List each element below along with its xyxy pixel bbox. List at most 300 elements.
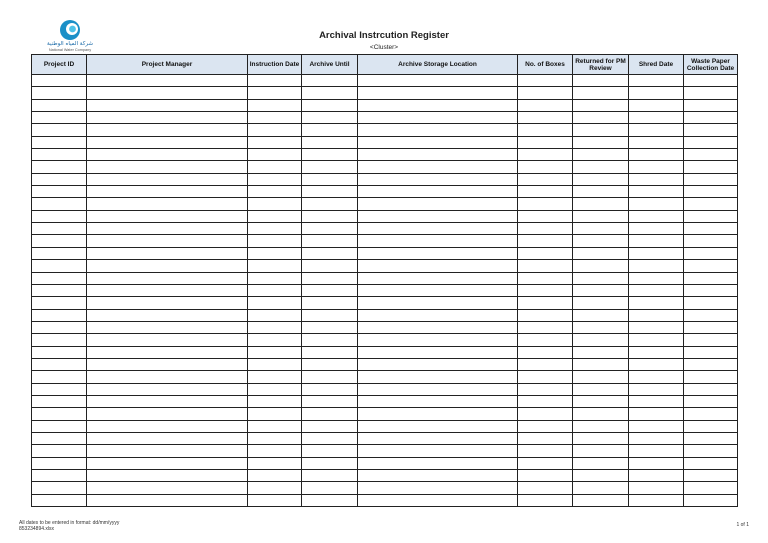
table-cell[interactable]: [518, 186, 573, 198]
table-cell[interactable]: [248, 161, 302, 173]
table-cell[interactable]: [518, 432, 573, 444]
table-cell[interactable]: [684, 284, 738, 296]
table-cell[interactable]: [518, 75, 573, 87]
table-cell[interactable]: [32, 198, 87, 210]
table-cell[interactable]: [248, 136, 302, 148]
table-cell[interactable]: [302, 408, 358, 420]
table-cell[interactable]: [684, 309, 738, 321]
table-cell[interactable]: [87, 297, 248, 309]
table-cell[interactable]: [629, 470, 684, 482]
table-cell[interactable]: [518, 482, 573, 494]
table-cell[interactable]: [358, 445, 518, 457]
table-cell[interactable]: [32, 210, 87, 222]
table-cell[interactable]: [248, 321, 302, 333]
table-cell[interactable]: [684, 445, 738, 457]
table-cell[interactable]: [358, 136, 518, 148]
table-cell[interactable]: [518, 210, 573, 222]
table-cell[interactable]: [248, 124, 302, 136]
table-cell[interactable]: [302, 334, 358, 346]
table-cell[interactable]: [573, 149, 629, 161]
table-cell[interactable]: [629, 297, 684, 309]
table-cell[interactable]: [684, 346, 738, 358]
table-cell[interactable]: [684, 149, 738, 161]
table-cell[interactable]: [518, 321, 573, 333]
table-cell[interactable]: [358, 309, 518, 321]
table-cell[interactable]: [518, 309, 573, 321]
table-cell[interactable]: [87, 358, 248, 370]
table-cell[interactable]: [518, 346, 573, 358]
table-cell[interactable]: [684, 247, 738, 259]
table-cell[interactable]: [87, 272, 248, 284]
table-cell[interactable]: [32, 112, 87, 124]
table-cell[interactable]: [684, 124, 738, 136]
table-cell[interactable]: [302, 395, 358, 407]
table-cell[interactable]: [32, 75, 87, 87]
table-cell[interactable]: [248, 223, 302, 235]
table-cell[interactable]: [32, 309, 87, 321]
table-cell[interactable]: [518, 235, 573, 247]
table-cell[interactable]: [629, 309, 684, 321]
table-cell[interactable]: [684, 210, 738, 222]
table-cell[interactable]: [573, 395, 629, 407]
table-cell[interactable]: [248, 235, 302, 247]
table-cell[interactable]: [573, 161, 629, 173]
table-cell[interactable]: [248, 482, 302, 494]
table-cell[interactable]: [87, 494, 248, 506]
table-cell[interactable]: [629, 198, 684, 210]
table-cell[interactable]: [302, 482, 358, 494]
table-cell[interactable]: [87, 420, 248, 432]
table-cell[interactable]: [358, 346, 518, 358]
table-cell[interactable]: [32, 161, 87, 173]
table-cell[interactable]: [302, 223, 358, 235]
table-cell[interactable]: [518, 284, 573, 296]
table-cell[interactable]: [573, 198, 629, 210]
table-cell[interactable]: [87, 210, 248, 222]
table-cell[interactable]: [518, 272, 573, 284]
table-cell[interactable]: [629, 284, 684, 296]
table-cell[interactable]: [358, 149, 518, 161]
table-cell[interactable]: [629, 124, 684, 136]
table-cell[interactable]: [518, 420, 573, 432]
table-cell[interactable]: [358, 223, 518, 235]
table-cell[interactable]: [358, 186, 518, 198]
table-cell[interactable]: [573, 383, 629, 395]
table-cell[interactable]: [518, 87, 573, 99]
table-cell[interactable]: [629, 420, 684, 432]
table-cell[interactable]: [358, 124, 518, 136]
table-cell[interactable]: [87, 161, 248, 173]
table-cell[interactable]: [358, 173, 518, 185]
table-cell[interactable]: [302, 420, 358, 432]
table-cell[interactable]: [573, 210, 629, 222]
table-cell[interactable]: [629, 173, 684, 185]
table-cell[interactable]: [518, 383, 573, 395]
table-cell[interactable]: [684, 223, 738, 235]
table-cell[interactable]: [358, 284, 518, 296]
table-cell[interactable]: [248, 99, 302, 111]
table-cell[interactable]: [248, 149, 302, 161]
table-cell[interactable]: [87, 247, 248, 259]
table-cell[interactable]: [573, 494, 629, 506]
table-cell[interactable]: [302, 75, 358, 87]
table-cell[interactable]: [248, 346, 302, 358]
table-cell[interactable]: [518, 149, 573, 161]
table-cell[interactable]: [629, 494, 684, 506]
table-cell[interactable]: [302, 470, 358, 482]
table-cell[interactable]: [358, 272, 518, 284]
table-cell[interactable]: [684, 186, 738, 198]
table-cell[interactable]: [248, 494, 302, 506]
table-cell[interactable]: [302, 198, 358, 210]
table-cell[interactable]: [684, 371, 738, 383]
table-cell[interactable]: [32, 87, 87, 99]
table-cell[interactable]: [573, 136, 629, 148]
table-cell[interactable]: [518, 457, 573, 469]
table-cell[interactable]: [87, 99, 248, 111]
table-cell[interactable]: [573, 124, 629, 136]
table-cell[interactable]: [358, 321, 518, 333]
table-cell[interactable]: [358, 457, 518, 469]
table-cell[interactable]: [302, 247, 358, 259]
table-cell[interactable]: [32, 149, 87, 161]
table-cell[interactable]: [87, 198, 248, 210]
table-cell[interactable]: [248, 408, 302, 420]
table-cell[interactable]: [32, 260, 87, 272]
table-cell[interactable]: [302, 346, 358, 358]
table-cell[interactable]: [32, 297, 87, 309]
table-cell[interactable]: [629, 371, 684, 383]
table-cell[interactable]: [302, 136, 358, 148]
table-cell[interactable]: [358, 297, 518, 309]
table-cell[interactable]: [248, 173, 302, 185]
table-cell[interactable]: [629, 186, 684, 198]
table-cell[interactable]: [248, 87, 302, 99]
table-cell[interactable]: [32, 346, 87, 358]
table-cell[interactable]: [248, 470, 302, 482]
table-cell[interactable]: [32, 395, 87, 407]
table-cell[interactable]: [684, 297, 738, 309]
table-cell[interactable]: [302, 358, 358, 370]
table-cell[interactable]: [248, 284, 302, 296]
table-cell[interactable]: [248, 395, 302, 407]
table-cell[interactable]: [32, 321, 87, 333]
table-cell[interactable]: [573, 223, 629, 235]
table-cell[interactable]: [302, 235, 358, 247]
table-cell[interactable]: [684, 470, 738, 482]
table-cell[interactable]: [302, 99, 358, 111]
table-cell[interactable]: [32, 358, 87, 370]
table-cell[interactable]: [302, 494, 358, 506]
table-cell[interactable]: [248, 112, 302, 124]
table-cell[interactable]: [248, 432, 302, 444]
table-cell[interactable]: [87, 75, 248, 87]
table-cell[interactable]: [358, 99, 518, 111]
table-cell[interactable]: [302, 445, 358, 457]
table-cell[interactable]: [32, 470, 87, 482]
table-cell[interactable]: [573, 334, 629, 346]
table-cell[interactable]: [358, 371, 518, 383]
table-cell[interactable]: [629, 75, 684, 87]
table-cell[interactable]: [518, 161, 573, 173]
table-cell[interactable]: [32, 284, 87, 296]
table-cell[interactable]: [302, 457, 358, 469]
table-cell[interactable]: [87, 284, 248, 296]
table-cell[interactable]: [684, 321, 738, 333]
table-cell[interactable]: [518, 408, 573, 420]
table-cell[interactable]: [302, 260, 358, 272]
table-cell[interactable]: [573, 87, 629, 99]
table-cell[interactable]: [87, 149, 248, 161]
table-cell[interactable]: [248, 383, 302, 395]
table-cell[interactable]: [518, 260, 573, 272]
table-cell[interactable]: [32, 223, 87, 235]
table-cell[interactable]: [87, 334, 248, 346]
table-cell[interactable]: [302, 371, 358, 383]
table-cell[interactable]: [302, 161, 358, 173]
table-cell[interactable]: [684, 334, 738, 346]
table-cell[interactable]: [684, 260, 738, 272]
table-cell[interactable]: [573, 186, 629, 198]
table-cell[interactable]: [358, 358, 518, 370]
table-cell[interactable]: [87, 432, 248, 444]
table-cell[interactable]: [32, 136, 87, 148]
table-cell[interactable]: [684, 173, 738, 185]
table-cell[interactable]: [248, 198, 302, 210]
table-cell[interactable]: [87, 482, 248, 494]
table-cell[interactable]: [629, 432, 684, 444]
table-cell[interactable]: [573, 284, 629, 296]
table-cell[interactable]: [518, 371, 573, 383]
table-cell[interactable]: [32, 383, 87, 395]
table-cell[interactable]: [358, 247, 518, 259]
table-cell[interactable]: [358, 408, 518, 420]
table-cell[interactable]: [684, 482, 738, 494]
table-cell[interactable]: [573, 445, 629, 457]
table-cell[interactable]: [302, 186, 358, 198]
table-cell[interactable]: [684, 395, 738, 407]
table-cell[interactable]: [629, 383, 684, 395]
table-cell[interactable]: [573, 173, 629, 185]
table-cell[interactable]: [248, 297, 302, 309]
table-cell[interactable]: [573, 272, 629, 284]
table-cell[interactable]: [684, 87, 738, 99]
table-cell[interactable]: [518, 223, 573, 235]
table-cell[interactable]: [248, 260, 302, 272]
table-cell[interactable]: [302, 284, 358, 296]
table-cell[interactable]: [573, 235, 629, 247]
table-cell[interactable]: [248, 358, 302, 370]
table-cell[interactable]: [629, 482, 684, 494]
table-cell[interactable]: [32, 445, 87, 457]
table-cell[interactable]: [248, 420, 302, 432]
table-cell[interactable]: [573, 420, 629, 432]
table-cell[interactable]: [629, 272, 684, 284]
table-cell[interactable]: [302, 112, 358, 124]
table-cell[interactable]: [248, 309, 302, 321]
table-cell[interactable]: [518, 198, 573, 210]
table-cell[interactable]: [629, 247, 684, 259]
table-cell[interactable]: [302, 432, 358, 444]
table-cell[interactable]: [518, 470, 573, 482]
table-cell[interactable]: [87, 395, 248, 407]
table-cell[interactable]: [358, 420, 518, 432]
table-cell[interactable]: [573, 297, 629, 309]
table-cell[interactable]: [248, 445, 302, 457]
table-cell[interactable]: [573, 247, 629, 259]
table-cell[interactable]: [358, 161, 518, 173]
table-cell[interactable]: [32, 272, 87, 284]
table-cell[interactable]: [518, 247, 573, 259]
table-cell[interactable]: [32, 457, 87, 469]
table-cell[interactable]: [518, 494, 573, 506]
table-cell[interactable]: [629, 87, 684, 99]
table-cell[interactable]: [358, 112, 518, 124]
table-cell[interactable]: [32, 408, 87, 420]
table-cell[interactable]: [302, 383, 358, 395]
table-cell[interactable]: [248, 371, 302, 383]
table-cell[interactable]: [573, 457, 629, 469]
table-cell[interactable]: [32, 371, 87, 383]
table-cell[interactable]: [629, 112, 684, 124]
table-cell[interactable]: [87, 371, 248, 383]
table-cell[interactable]: [573, 346, 629, 358]
table-cell[interactable]: [32, 247, 87, 259]
table-cell[interactable]: [248, 334, 302, 346]
table-cell[interactable]: [629, 346, 684, 358]
table-cell[interactable]: [684, 161, 738, 173]
table-cell[interactable]: [87, 346, 248, 358]
table-cell[interactable]: [684, 494, 738, 506]
table-cell[interactable]: [573, 309, 629, 321]
table-cell[interactable]: [684, 112, 738, 124]
table-cell[interactable]: [358, 383, 518, 395]
table-cell[interactable]: [358, 432, 518, 444]
table-cell[interactable]: [358, 494, 518, 506]
table-cell[interactable]: [302, 149, 358, 161]
table-cell[interactable]: [87, 136, 248, 148]
table-cell[interactable]: [518, 334, 573, 346]
table-cell[interactable]: [629, 334, 684, 346]
table-cell[interactable]: [87, 112, 248, 124]
table-cell[interactable]: [684, 408, 738, 420]
table-cell[interactable]: [518, 395, 573, 407]
table-cell[interactable]: [684, 235, 738, 247]
table-cell[interactable]: [32, 235, 87, 247]
table-cell[interactable]: [87, 124, 248, 136]
table-cell[interactable]: [302, 173, 358, 185]
table-cell[interactable]: [358, 334, 518, 346]
table-cell[interactable]: [87, 223, 248, 235]
table-cell[interactable]: [87, 235, 248, 247]
table-cell[interactable]: [518, 173, 573, 185]
table-cell[interactable]: [629, 408, 684, 420]
table-cell[interactable]: [32, 186, 87, 198]
table-cell[interactable]: [358, 210, 518, 222]
table-cell[interactable]: [358, 395, 518, 407]
table-cell[interactable]: [573, 112, 629, 124]
table-cell[interactable]: [302, 87, 358, 99]
table-cell[interactable]: [518, 99, 573, 111]
table-cell[interactable]: [87, 408, 248, 420]
table-cell[interactable]: [684, 420, 738, 432]
table-cell[interactable]: [302, 210, 358, 222]
table-cell[interactable]: [518, 136, 573, 148]
table-cell[interactable]: [302, 272, 358, 284]
table-cell[interactable]: [87, 173, 248, 185]
table-cell[interactable]: [358, 260, 518, 272]
table-cell[interactable]: [32, 124, 87, 136]
table-cell[interactable]: [518, 445, 573, 457]
table-cell[interactable]: [629, 99, 684, 111]
table-cell[interactable]: [87, 457, 248, 469]
table-cell[interactable]: [32, 173, 87, 185]
table-cell[interactable]: [629, 136, 684, 148]
table-cell[interactable]: [87, 309, 248, 321]
table-cell[interactable]: [684, 136, 738, 148]
table-cell[interactable]: [629, 235, 684, 247]
table-cell[interactable]: [358, 87, 518, 99]
table-cell[interactable]: [573, 358, 629, 370]
table-cell[interactable]: [629, 210, 684, 222]
table-cell[interactable]: [518, 124, 573, 136]
table-cell[interactable]: [684, 198, 738, 210]
table-cell[interactable]: [87, 321, 248, 333]
table-cell[interactable]: [87, 383, 248, 395]
table-cell[interactable]: [87, 186, 248, 198]
table-cell[interactable]: [248, 210, 302, 222]
table-cell[interactable]: [87, 470, 248, 482]
table-cell[interactable]: [248, 186, 302, 198]
table-cell[interactable]: [518, 112, 573, 124]
table-cell[interactable]: [358, 75, 518, 87]
table-cell[interactable]: [629, 161, 684, 173]
table-cell[interactable]: [573, 260, 629, 272]
table-cell[interactable]: [302, 124, 358, 136]
table-cell[interactable]: [32, 334, 87, 346]
table-cell[interactable]: [629, 395, 684, 407]
table-cell[interactable]: [629, 445, 684, 457]
table-cell[interactable]: [302, 321, 358, 333]
table-cell[interactable]: [32, 482, 87, 494]
table-cell[interactable]: [629, 358, 684, 370]
table-cell[interactable]: [629, 260, 684, 272]
table-cell[interactable]: [629, 321, 684, 333]
table-cell[interactable]: [573, 408, 629, 420]
table-cell[interactable]: [358, 470, 518, 482]
table-cell[interactable]: [573, 371, 629, 383]
table-cell[interactable]: [358, 235, 518, 247]
table-cell[interactable]: [518, 297, 573, 309]
table-cell[interactable]: [684, 75, 738, 87]
table-cell[interactable]: [573, 432, 629, 444]
table-cell[interactable]: [302, 297, 358, 309]
table-cell[interactable]: [684, 358, 738, 370]
table-cell[interactable]: [32, 432, 87, 444]
table-cell[interactable]: [629, 457, 684, 469]
table-cell[interactable]: [573, 482, 629, 494]
table-cell[interactable]: [684, 272, 738, 284]
table-cell[interactable]: [87, 445, 248, 457]
table-cell[interactable]: [32, 494, 87, 506]
table-cell[interactable]: [629, 149, 684, 161]
table-cell[interactable]: [32, 99, 87, 111]
table-cell[interactable]: [518, 358, 573, 370]
table-cell[interactable]: [684, 432, 738, 444]
table-cell[interactable]: [573, 75, 629, 87]
table-cell[interactable]: [573, 470, 629, 482]
table-cell[interactable]: [248, 457, 302, 469]
